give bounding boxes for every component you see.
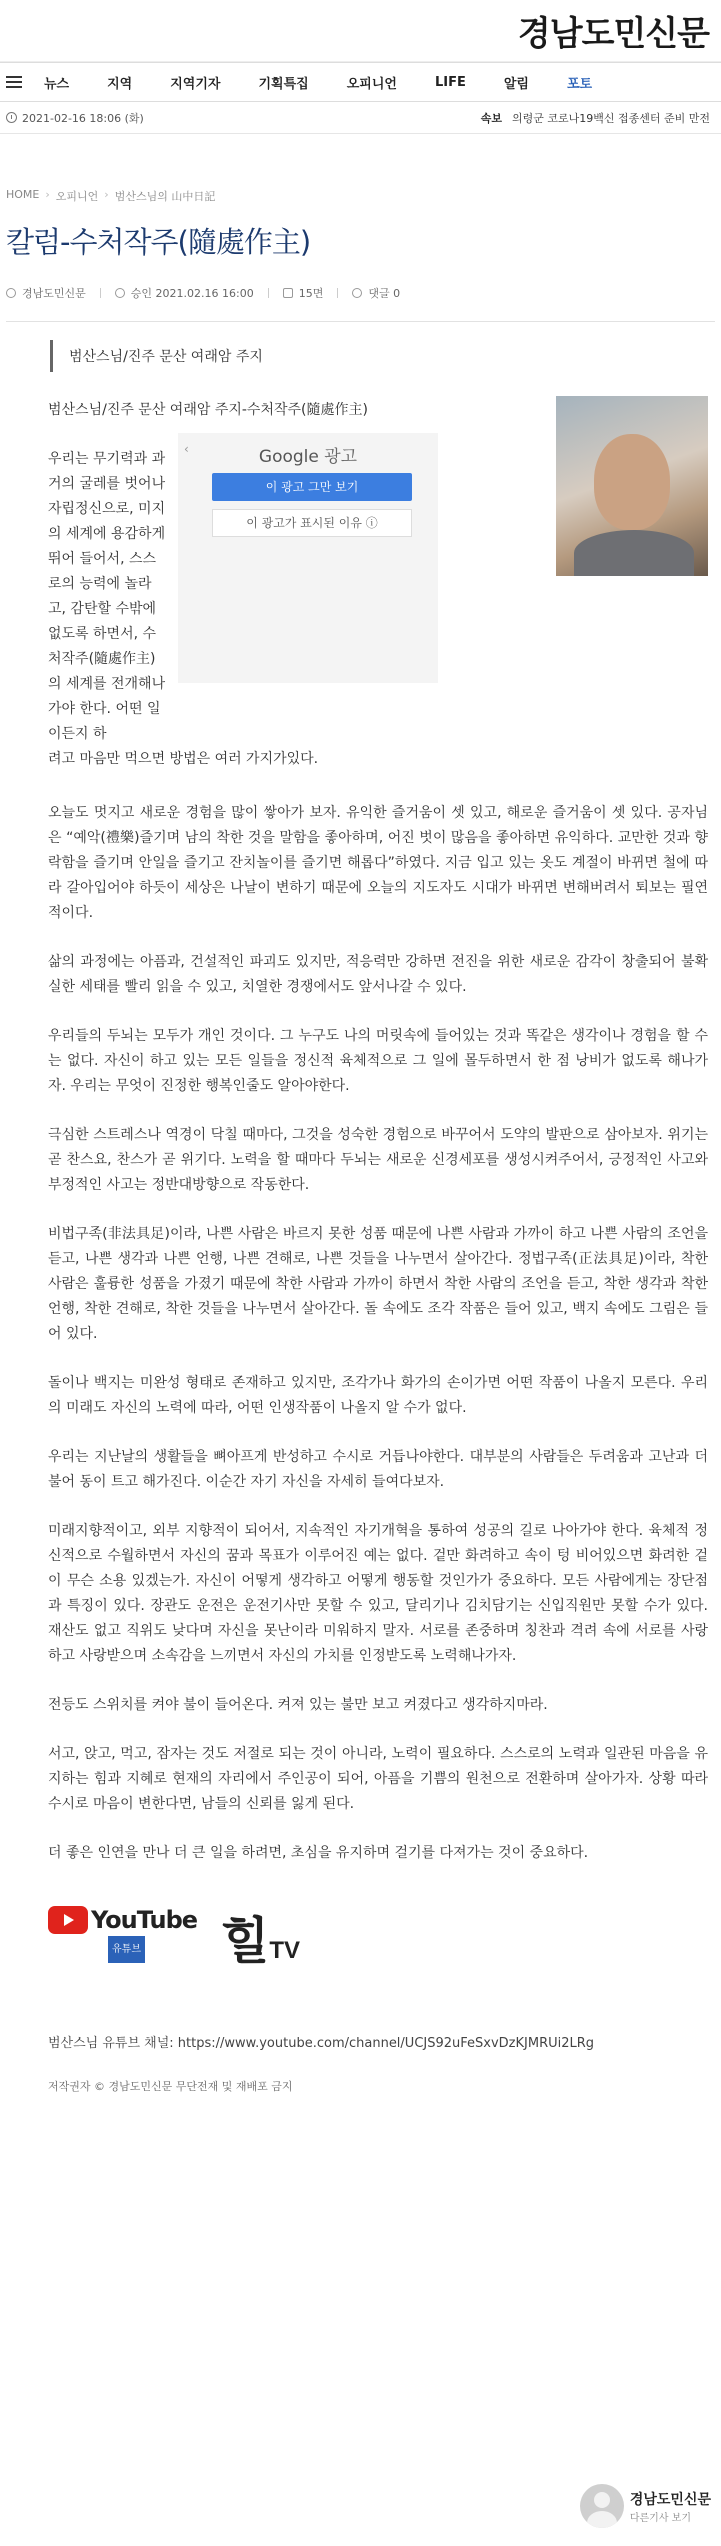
youtube-logo-mark bbox=[48, 1906, 197, 1934]
author-icon bbox=[6, 288, 16, 298]
nav-item-photo[interactable]: 포토 bbox=[566, 76, 593, 92]
youtube-sub-badge: 유튜브 bbox=[108, 1936, 145, 1963]
article-approved: 승인 2021.02.16 16:00 bbox=[130, 287, 254, 300]
article-paragraph: 비법구족(非法具足)이라, 나쁜 사람은 바르지 못한 성품 때문에 나쁜 사람과 가까이 하고 나쁜 사람의 조언을 듣고, 나쁜 생각과 나쁜 언행, 나쁜 견해로, 나쁜 것들을 나누면서 살아간다. 정법구족(正法具足)이라, 착한 사람은 훌륭한 성품을 가졌기 때문에 착한 사람과 가까이 하면서 착한 사람의 조언을 듣고, 착한 생각과 착한 언행, 착한 견해로, 착한 것들을 나누면서 살아간다. 돌 속에도 조각 작품은 들어 있고, 백지 속에도 그림은 들어 있다. bbox=[48, 1226, 708, 1342]
article-paragraph: 우리는 지난날의 생활들을 뼈아프게 반성하고 수시로 거듭나야한다. 대부분의 사람들은 두려움과 고난과 더불어 동이 트고 해가진다. 이순간 자기 자신을 자세히 들여다보자. bbox=[48, 1449, 708, 1490]
article-paragraph: 서고, 앉고, 먹고, 잠자는 것도 저절로 되는 것이 아니라, 노력이 필요하다. 스스로의 노력과 일관된 마음을 유지하는 힘과 지혜로 현재의 자리에서 주인공이 되어, 아픔을 기쁨의 원천으로 전환하며 살아가자. 상황 따라 수시로 마음이 변한다면, 남들의 신뢰를 잃게 된다. bbox=[48, 1746, 708, 1812]
divider bbox=[6, 321, 715, 322]
stop-ad-button[interactable]: 이 광고 그만 보기 bbox=[212, 473, 412, 501]
article-paragraph: 극심한 스트레스나 역경이 닥칠 때마다, 그것을 성숙한 경험으로 바꾸어서 도약의 발판으로 삼아보자. 위기는 곧 찬스요, 찬스가 곧 위기다. 노력을 할 때마다 두뇌는 새로운 신경세포를 생성시켜주어서, 긍정적인 사고와 부정적인 사고는 정반대방향으로 작동한다. bbox=[48, 1127, 708, 1193]
sub-bar bbox=[0, 102, 721, 134]
nav-item-special[interactable]: 기획특집 bbox=[258, 76, 309, 92]
comment-icon bbox=[352, 288, 362, 298]
author-more-link[interactable]: 다른기사 보기 bbox=[629, 2512, 691, 2524]
clock-icon bbox=[6, 112, 17, 123]
site-logo[interactable]: 경남도민신문 bbox=[517, 14, 709, 54]
youtube-wordmark: YouTube bbox=[91, 1905, 198, 1934]
why-ad-button[interactable]: 이 광고가 표시된 이유 ⓘ bbox=[212, 509, 412, 537]
article-title: 칼럼-수처작주(隨處作主) bbox=[6, 225, 311, 259]
byline-box: 범산스님/진주 문산 여래암 주지 bbox=[50, 340, 710, 372]
article-author: 경남도민신문 bbox=[22, 287, 86, 300]
google-ad bbox=[178, 433, 438, 683]
article-lead: 범산스님/진주 문산 여래암 주지-수처작주(隨處作主) bbox=[48, 402, 368, 418]
main-nav bbox=[0, 62, 721, 102]
hamburger-menu-icon[interactable] bbox=[6, 76, 22, 88]
heal-tv-logo[interactable] bbox=[221, 1911, 301, 1970]
article-paragraph: 미래지향적이고, 외부 지향적이 되어서, 지속적인 자기개혁을 통하여 성공의 길로 나아가야 한다. 육체적 정신적으로 수월하면서 자신의 꿈과 목표가 이루어진 예는 없다. 겉만 화려하고 속이 텅 비어있으면 화려한 겉이 무슨 소용 있겠는가. 자신이 어떻게 생각하고 어떻게 행동할 것인가가 중요하다. 모든 사람에게는 장단점과 특징이 있다. 장관도 운전은 운전기사만 못할 수 있고, 달리기나 김치담기는 신입직원만 못할 수가 있다. 재산도 없고 직위도 낮다며 자신을 못난이라 미워하지 말자. 서로를 존중하며 칭찬과 격려 속에 서로를 사랑하고 사랑받으며 소속감을 느끼면서 자신의 가치를 인정받도록 노력해나가자. bbox=[48, 1523, 708, 1664]
breadcrumb-section[interactable]: 범산스님의 山中日記 bbox=[114, 190, 216, 203]
youtube-play-icon bbox=[48, 1906, 88, 1934]
logo-bar bbox=[0, 0, 721, 62]
nav-item-region[interactable]: 지역 bbox=[107, 76, 133, 92]
article-comments[interactable]: 댓글 0 bbox=[368, 287, 401, 300]
breaking-news-headline[interactable]: 의령군 코로나19백신 접종센터 준비 만전 bbox=[512, 111, 710, 125]
site-header bbox=[0, 0, 721, 134]
ad-title bbox=[178, 445, 438, 470]
meta-divider bbox=[268, 288, 269, 298]
article-paragraph: 오늘도 멋지고 새로운 경험을 많이 쌓아가 보자. 유익한 즐거움이 셋 있고, 해로운 즐거움이 셋 있다. 공자님은 “예악(禮樂)즐기며 남의 착한 것을 말함을 좋아하며, 어진 벗이 많음을 좋아하면 유익하다. 교만한 것과 향락함을 즐기며 안일을 즐기고 잔치놀이를 즐기면 해롭다”하였다. 지금 입고 있는 옷도 계절이 바뀌면 철에 따라 갈아입어야 하듯이 세상은 나날이 변하기 때문에 오늘의 지도자도 시대가 바뀌면 변해버려서 퇴보는 필연적이다. bbox=[48, 805, 708, 921]
media-logos bbox=[48, 1905, 708, 1970]
author-card-text bbox=[630, 2489, 711, 2524]
avatar bbox=[580, 2484, 624, 2528]
current-datetime: 2021-02-16 18:06 (화) bbox=[22, 111, 144, 125]
intro-paragraph: 우리는 무기력과 과거의 굴레를 벗어나 자립정신으로, 미지의 세계에 용감하게 뛰어 들어서, 스스로의 능력에 놀라고, 감탄할 수밖에 없도록 하면서, 수처작주(隨處作主)의 세계를 전개해나가야 한다. 어떤 일이든지 하 bbox=[48, 451, 166, 742]
breadcrumb-home[interactable]: HOME bbox=[6, 188, 40, 201]
article-meta bbox=[0, 285, 721, 301]
clock-icon bbox=[115, 288, 125, 298]
breadcrumb-separator: › bbox=[104, 188, 109, 201]
article-paragraph: 전등도 스위치를 켜야 불이 들어온다. 켜져 있는 불만 보고 켜졌다고 생각하지마라. bbox=[48, 1697, 548, 1713]
breaking-news-label: 속보 bbox=[480, 111, 502, 125]
author-card-name: 경남도민신문 bbox=[629, 2491, 711, 2508]
intro-tail: 려고 마음만 먹으면 방법은 여러 가지가있다. bbox=[48, 751, 319, 767]
meta-divider bbox=[100, 288, 101, 298]
breadcrumb-separator: › bbox=[45, 188, 50, 201]
breadcrumb-opinion[interactable]: 오피니언 bbox=[55, 190, 99, 203]
nav-item-life[interactable]: LIFE bbox=[434, 74, 466, 90]
article-paragraph: 더 좋은 인연을 만나 더 큰 일을 하려면, 초심을 유지하며 걸기를 다져가는 것이 중요하다. bbox=[48, 1845, 589, 1861]
heal-tv-tv: TV bbox=[269, 1937, 301, 1964]
copyright-notice: 저작권자 © 경남도민신문 무단전재 및 재배포 금지 bbox=[48, 2080, 293, 2093]
article-paragraph: 삶의 과정에는 아픔과, 건설적인 파괴도 있지만, 적응력만 강하면 전진을 위한 새로운 감각이 창출되어 불확실한 세태를 빨리 읽을 수 있고, 치열한 경쟁에서도 앞서나갈 수 있다. bbox=[48, 954, 708, 995]
youtube-logo[interactable] bbox=[48, 1906, 197, 1963]
author-card[interactable] bbox=[580, 2484, 711, 2528]
nav-item-notice[interactable]: 알림 bbox=[503, 76, 529, 92]
breadcrumb bbox=[0, 188, 721, 204]
meta-divider bbox=[337, 288, 338, 298]
youtube-channel-link[interactable]: 범산스님 유튜브 채널: https://www.youtube.com/channel/UCJS92uFeSxvDzKJMRUi2LRg bbox=[48, 2036, 595, 2051]
ad-back-icon[interactable]: ‹ bbox=[184, 442, 189, 456]
google-label: Google bbox=[258, 447, 319, 467]
article-page: 15면 bbox=[298, 287, 324, 300]
page-icon bbox=[283, 288, 293, 298]
nav-item-news[interactable]: 뉴스 bbox=[44, 76, 70, 92]
heal-tv-heal: 힐 bbox=[221, 1911, 270, 1970]
article-main bbox=[0, 188, 721, 2099]
article-paragraph: 우리들의 두뇌는 모두가 개인 것이다. 그 누구도 나의 머릿속에 들어있는 것과 똑같은 생각이나 경험을 할 수는 없다. 자신이 하고 있는 모든 일들을 정신적 육체적으로 그 일에 몰두하면서 한 점 낭비가 없도록 해나가자. 우리는 무엇이 진정한 행복인줄도 알아야한다. bbox=[48, 1028, 708, 1094]
article-body bbox=[48, 398, 708, 2099]
nav-item-regional-reporter[interactable]: 지역기자 bbox=[170, 76, 221, 92]
intro-block bbox=[48, 442, 708, 777]
ad-word: 광고 bbox=[324, 447, 358, 467]
nav-item-opinion[interactable]: 오피니언 bbox=[346, 76, 397, 92]
article-paragraph: 돌이나 백지는 미완성 형태로 존재하고 있지만, 조각가나 화가의 손이가면 어떤 작품이 나올지 모른다. 우리의 미래도 자신의 노력에 따라, 어떤 인생작품이 나올지 알 수가 없다. bbox=[48, 1375, 708, 1416]
